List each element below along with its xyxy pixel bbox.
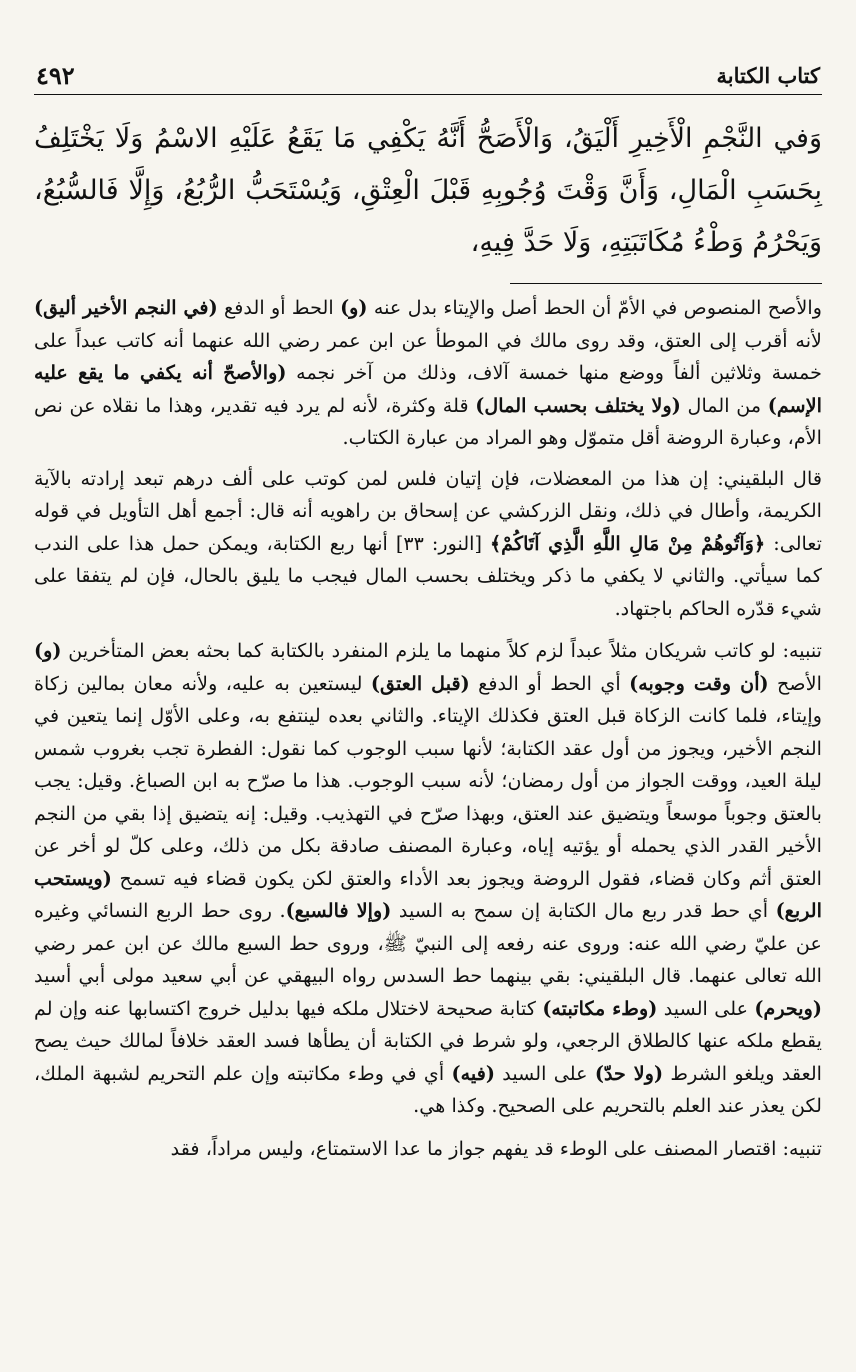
text-run: والأصح المنصوص في الأمّ أن الحط أصل والإيتاء بدل عنه [367, 296, 823, 319]
quoted-term: (و) [34, 639, 62, 662]
quoted-term: (ولا حدّ) [594, 1061, 664, 1085]
quoted-term: (ولا يختلف بحسب المال) [475, 393, 681, 417]
commentary [34, 292, 822, 1165]
quoted-term: (ويحرم) [754, 996, 822, 1020]
text-run: . روى حط الربع النسائي وغيره عن عليّ رضي الله عنه: وروى عنه رفعه إلى النبيّ ﷺ، وروى حط السبع مالك عن ابن عمر رضي الله تعالى عنهما. قال البلقيني: بقي بينهما حط السدس رواه البيهقي عن أبي سعيد مولى أبي أسيد [34, 899, 822, 987]
text-run: [النور: ٣٣] أنها ربع الكتابة، ويمكن حمل هذا على الندب كما سيأتي. والثاني لا يكفي ما ذكر ويختلف بحسب المال فيجب ما يليق بالحال، فإن لم يتفقا على شيء قدّره الحاكم باجتهاد. [34, 531, 822, 620]
text-run: كتابة صحيحة لاختلال ملكه فيها بدليل خروج اكتسابها عنه وإن لم يقطع ملكه عنها كالطلاق الرجعي، ولو شرط في الكتابة أن يطأها فسد العقد خلافاً لمالك حيث يصح العقد ويلغو الشرط [34, 996, 823, 1085]
text-run: الحط أو الدفع [217, 296, 341, 319]
quoted-term: (قبل العتق) [370, 671, 470, 695]
text-run: قلة وكثرة، لأنه لم يرد فيه تقدير، وهذا ما نقلاه عن نص الأم، وعبارة الروضة أقل متموّل وهو المراد من عبارة الكتاب. [34, 393, 822, 449]
running-header [34, 62, 822, 95]
text-run: على السيد [657, 996, 755, 1020]
text-run: قال البلقيني: إن هذا من المعضلات، فإن إتيان فلس لمن كوتب على ألف درهم تبعد إرادته بالآية الكريمة، وأطال في ذلك، ونقل الزركشي عن إسحاق بن راهويه أنه قال: أجمع أهل التأويل في قوله تعالى: [34, 466, 822, 555]
paragraph [34, 1133, 822, 1166]
text-run: أي في وطء مكاتبته وإن علم التحريم لشبهة الملك، لكن يعذر عند العلم بالتحريم على الصحيح. وكذا هي. [34, 1061, 822, 1117]
paragraph [34, 635, 822, 1123]
quoted-term: (والأصحّ أنه يكفي ما يقع عليه الإسم) [34, 361, 822, 417]
chapter-title: كتاب الكتابة [716, 63, 820, 88]
text-run: أي حط قدر ربع مال الكتابة إن سمح به السيد [391, 899, 776, 922]
quoted-term: (فيه) [451, 1061, 495, 1085]
text-run: أي الحط أو الدفع [469, 671, 630, 695]
quran-verse: ﴿وَآتُوهُمْ مِنْ مَالِ اللَّهِ الَّذِي آتَاكُمْ﴾ [489, 531, 766, 555]
quoted-term: (وإلا فالسبع) [285, 899, 392, 922]
text-run: على السيد [494, 1061, 595, 1085]
page-number: ٤٩٢ [36, 61, 75, 90]
text-run: لأنه أقرب إلى العتق، وقد روى مالك في الموطأ عن ابن عمر رضي الله عنهما أنه كاتب عبداً على خمسة وثلاثين ألفاً ووضع منها خمسة آلاف، وذلك من آخر نجمه [34, 328, 822, 384]
quoted-term: (أن وقت وجوبه) [629, 671, 769, 695]
text-run: تنبيه: اقتصار المصنف على الوطء قد يفهم جواز ما عدا الاستمتاع، وليس مراداً، فقد [170, 1136, 822, 1160]
text-run: ليستعين به عليه، ولأنه معان بمالين زكاة وإيتاء، فلما كانت الزكاة قبل العتق فكذلك الإيتاء. والثاني بعده لينتفع به، وعلى الأوّل إنما يتعين في النجم الأخير، ويجوز من أول عقد الكتابة؛ لأنها سبب الوجوب كما نقول: الفطرة تجب بغروب شمس ليلة العيد، ووقت الجواز من أول رمضان؛ لأنه سبب الوجوب. هذا ما صرّح به ابن الصباغ. وقيل: يجب بالعتق وجوباً موسعاً ويتضيق عند العتق، وبهذا صرّح في التهذيب. وقيل: إنه يتضيق إذا بقي من النجم الأخير القدر الذي يحمله أو يؤتيه إياه، وعبارة المصنف صادقة بكل من ذلك، وعلى كلّ لو أخر عن العتق أثم وكان قضاء، فقول الروضة ويجوز بعد الأداء والعتق لكن يكون قضاء فيه تسمح [34, 671, 822, 890]
paragraph [34, 463, 822, 626]
text-run: الأصح [768, 671, 822, 695]
quoted-term: (و) [340, 296, 368, 319]
paragraph [34, 292, 822, 455]
text-run: تنبيه: لو كاتب شريكان مثلاً عبداً لزم كلاً منهما ما يلزم المنفرد بالكتابة كما بحثه بعض المتأخرين [61, 639, 822, 662]
separator-line [510, 283, 822, 284]
quoted-term: (في النجم الأخير أليق) [34, 296, 218, 319]
quoted-term: (ويستحب الربع) [34, 866, 822, 922]
quoted-term: (وطء مكاتبته) [542, 996, 658, 1020]
main-text: وَفي النَّجْمِ الْأَخِيرِ أَلْيَقُ، وَالْأَصَحُّ أَنَّهُ يَكْفِي مَا يَقَعُ عَلَيْهِ الاسْمُ وَلَا يَخْتَلِفُ بِحَسَبِ الْمَالِ، وَأَنَّ وَقْتَ وُجُوبِهِ قَبْلَ الْعِتْقِ، وَيُسْتَحَبُّ الرُّبُعُ، وَإِلَّا فَالسُّبُعُ، وَيَحْرُمُ وَطْءُ مُكَاتَبَتِهِ، وَلَا حَدَّ فِيهِ، [34, 123, 822, 258]
text-run: من المال [680, 393, 768, 417]
